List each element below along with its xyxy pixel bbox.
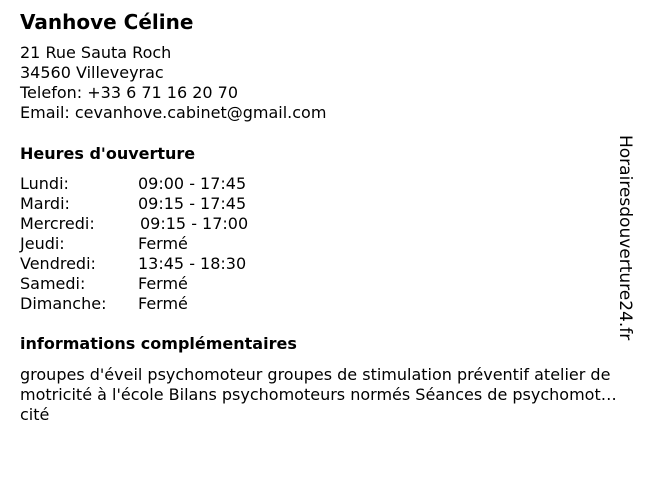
city-address: 34560 Villeveyrac <box>20 63 164 82</box>
business-name: Vanhove Céline <box>20 10 194 34</box>
street-address: 21 Rue Sauta Roch <box>20 43 172 62</box>
day-hours: Fermé <box>138 274 188 293</box>
day-label: Jeudi: <box>20 234 65 253</box>
day-hours: 13:45 - 18:30 <box>138 254 247 273</box>
day-label: Mercredi: <box>20 214 95 233</box>
site-watermark: Horairesdouverture24.fr <box>615 135 635 341</box>
email-address: Email: cevanhove.cabinet@gmail.com <box>20 103 327 122</box>
additional-info-text: groupes d'éveil psychomoteur groupes de stimulation préventif atelier de motricité à l'école Bilans psychomoteurs normés Séances de psychomotricité <box>20 365 612 424</box>
day-hours: 09:00 - 17:45 <box>138 174 247 193</box>
day-hours: Fermé <box>138 294 188 313</box>
phone-number: Telefon: +33 6 71 16 20 70 <box>20 83 239 102</box>
additional-info-heading: informations complémentaires <box>20 334 297 353</box>
day-label: Samedi: <box>20 274 86 293</box>
day-label: Vendredi: <box>20 254 96 273</box>
day-label: Mardi: <box>20 194 70 213</box>
day-hours: 09:15 - 17:45 <box>138 194 247 213</box>
contact-details <box>20 43 326 123</box>
day-label: Dimanche: <box>20 294 107 313</box>
day-label: Lundi: <box>20 174 69 193</box>
day-hours: Fermé <box>138 234 188 253</box>
day-hours: 09:15 - 17:00 <box>140 214 249 233</box>
opening-hours-heading: Heures d'ouverture <box>20 144 196 163</box>
